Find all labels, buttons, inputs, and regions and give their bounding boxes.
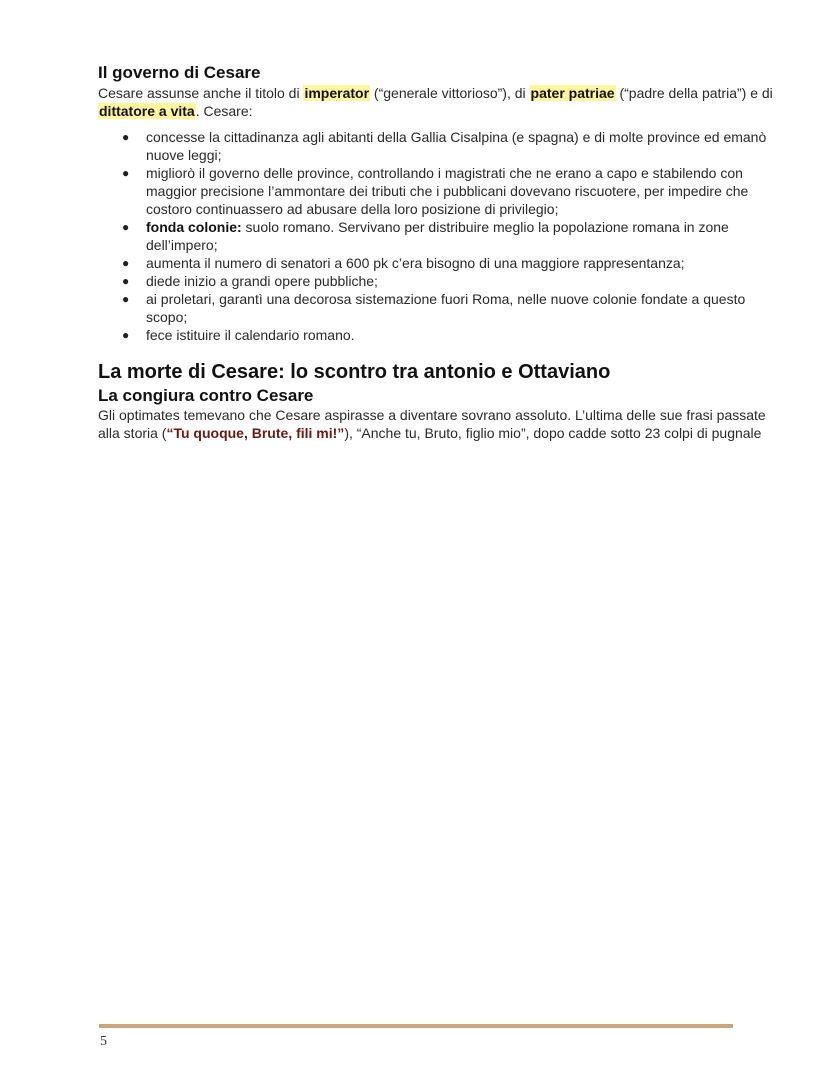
list-item: ● concesse la cittadinanza agli abitanti della Gallia Cisalpina (e spagna) e di molte province ed emanò nuove leggi; (122, 129, 767, 163)
reforms-list (98, 128, 782, 344)
list-item: ● fece istituire il calendario romano. (122, 327, 355, 343)
list-item: ● migliorò il governo delle province, controllando i magistrati che ne erano a capo e stabilendo con maggior precisione l’ammontare dei tributi che i pubblicani dovevano riscuotere, per impedire che costoro continuassero ad abusare della loro posizione di privilegio; (122, 165, 749, 217)
bullet-icon: ● (122, 292, 130, 306)
bullet-icon: ● (122, 274, 130, 288)
page-number: 5 (100, 1034, 107, 1049)
highlight-imperator: imperator (304, 85, 370, 101)
bullet-icon: ● (122, 256, 130, 270)
highlight-pater-patriae: pater patriae (530, 85, 615, 101)
latin-quote: “Tu quoque, Brute, fili mi!” (166, 425, 345, 441)
list-item: ● diede inizio a grandi opere pubbliche; (122, 273, 378, 289)
bullet-icon: ● (122, 328, 130, 342)
bullet-icon: ● (122, 130, 130, 144)
intro-text-3: (“padre della patria”) e di (615, 85, 773, 101)
list-item: ● fonda colonie: suolo romano. Servivano per distribuire meglio la popolazione romana in zone dell’impero; (122, 219, 729, 253)
list-item: ● ai proletari, garantì una decorosa sistemazione fuori Roma, nelle nuove colonie fondate a questo scopo; (122, 291, 746, 325)
list-item: ● aumenta il numero di senatori a 600 pk c’era bisogno di una maggiore rappresentanza; (122, 255, 685, 271)
intro-text-4: . Cesare: (195, 103, 253, 119)
highlight-dittatore: dittatore a vita (99, 103, 195, 119)
bullet-icon: ● (122, 166, 130, 180)
section-heading-governo: Il governo di Cesare (98, 63, 261, 82)
document-page (98, 62, 782, 442)
subheading-congiura: La congiura contro Cesare (98, 386, 314, 405)
section-heading-morte: La morte di Cesare: lo scontro tra antonio e Ottaviano (98, 361, 611, 383)
intro-text-2: (“generale vittorioso”), di (370, 85, 530, 101)
bullet-icon: ● (122, 220, 130, 234)
congiura-paragraph: Gli optimates temevano che Cesare aspirasse a diventare sovrano assoluto. L’ultima delle sue frasi passate alla storia (“Tu quoque, Brute, fili mi!”), “Anche tu, Bruto, figlio mio”, dopo cadde sotto 23 colpi di pugnale (98, 407, 766, 441)
footer-divider (99, 1024, 733, 1028)
intro-paragraph (98, 84, 782, 120)
intro-text-1: Cesare assunse anche il titolo di (98, 85, 304, 101)
